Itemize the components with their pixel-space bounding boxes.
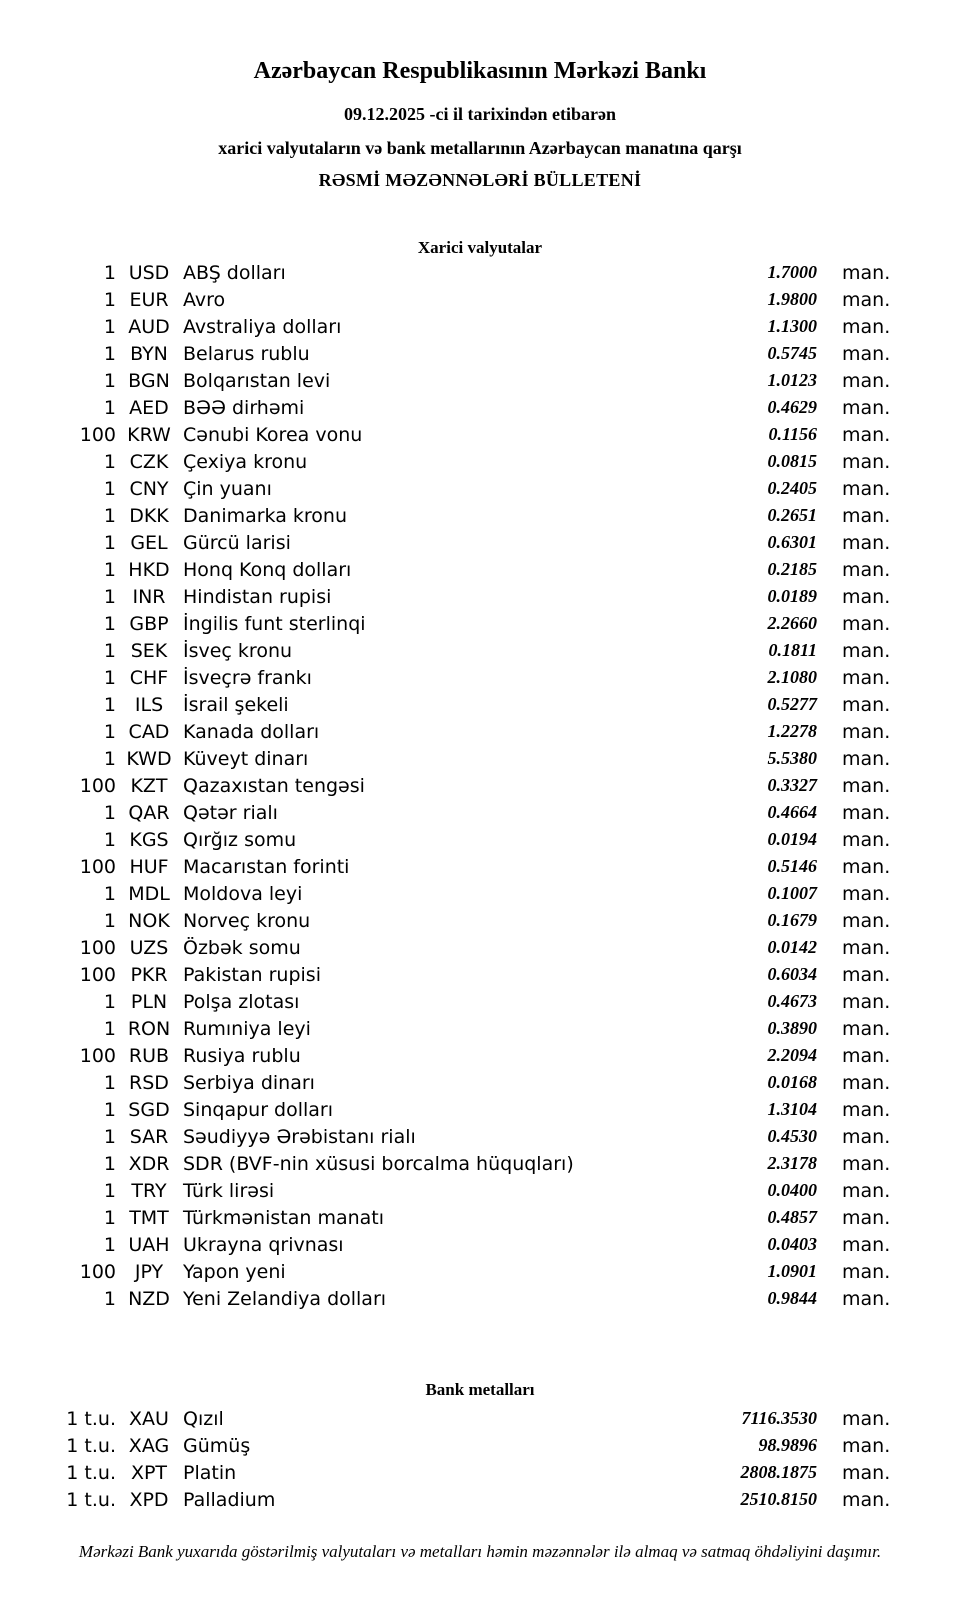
currency-code: PKR <box>130 963 168 986</box>
currency-name: Platin <box>183 1461 237 1484</box>
currency-code: NOK <box>128 909 170 932</box>
currency-unit: man. <box>842 747 891 770</box>
currency-code: PLN <box>130 990 168 1013</box>
currency-name: Yapon yeni <box>183 1260 286 1283</box>
rate-row <box>0 502 960 529</box>
rate-row <box>0 367 960 394</box>
rate-row <box>0 448 960 475</box>
nominal-quantity: 1 <box>103 1125 116 1148</box>
nominal-quantity: 1 t.u. <box>66 1407 116 1430</box>
currency-name: Türkmənistan manatı <box>183 1206 385 1229</box>
currency-code: DKK <box>129 504 169 527</box>
rate-row <box>0 583 960 610</box>
currency-unit: man. <box>842 963 891 986</box>
currency-name: Çexiya kronu <box>183 450 308 473</box>
nominal-quantity: 1 <box>103 369 116 392</box>
nominal-quantity: 1 <box>103 639 116 662</box>
rate-row <box>0 961 960 988</box>
rate-row <box>0 1096 960 1123</box>
currency-name: Gürcü larisi <box>183 531 291 554</box>
rate-row <box>0 1285 960 1312</box>
currency-unit: man. <box>842 666 891 689</box>
nominal-quantity: 1 t.u. <box>66 1488 116 1511</box>
currency-unit: man. <box>842 1071 891 1094</box>
currency-unit: man. <box>842 477 891 500</box>
currency-unit: man. <box>842 693 891 716</box>
nominal-quantity: 1 <box>103 558 116 581</box>
rate-row <box>0 772 960 799</box>
currency-code: TRY <box>131 1179 167 1202</box>
currency-name: SDR (BVF-nin xüsusi borcalma hüquqları) <box>183 1152 574 1175</box>
currency-code: CNY <box>129 477 169 500</box>
exchange-rate: 0.4530 <box>767 1126 817 1146</box>
currency-name: Sinqapur dolları <box>183 1098 334 1121</box>
effective-date-line: 09.12.2025 -ci il tarixindən etibarən <box>344 104 616 124</box>
rate-row <box>0 745 960 772</box>
currency-code: XAU <box>129 1407 169 1430</box>
currency-unit: man. <box>842 288 891 311</box>
rate-row <box>0 1015 960 1042</box>
rate-row <box>0 475 960 502</box>
currency-unit: man. <box>842 882 891 905</box>
exchange-rate: 0.2405 <box>767 478 817 498</box>
exchange-rate: 1.7000 <box>767 262 817 282</box>
currency-name: Moldova leyi <box>183 882 303 905</box>
currency-name: BƏƏ dirhəmi <box>183 396 305 419</box>
subject-line: xarici valyutaların və bank metallarının Azərbaycan manatına qarşı <box>218 138 742 158</box>
currency-name: Honq Konq dolları <box>183 558 352 581</box>
currency-unit: man. <box>842 531 891 554</box>
currency-name: İsveç kronu <box>183 639 293 662</box>
currency-name: Macarıstan forinti <box>183 855 350 878</box>
currency-unit: man. <box>842 1098 891 1121</box>
nominal-quantity: 1 <box>103 1017 116 1040</box>
rate-row <box>0 691 960 718</box>
currency-code: NZD <box>128 1287 170 1310</box>
currency-code: ILS <box>134 693 164 716</box>
exchange-rate: 0.1007 <box>767 883 817 903</box>
rate-row <box>0 394 960 421</box>
rate-row <box>0 718 960 745</box>
bulletin-header <box>0 0 960 192</box>
rate-row <box>0 340 960 367</box>
rate-row <box>0 1123 960 1150</box>
nominal-quantity: 100 <box>79 1044 116 1067</box>
disclaimer-text: Mərkəzi Bank yuxarıda göstərilmiş valyutaları və metalları həmin məzənnələr ilə almaq və satmaq öhdəliyini daşımır. <box>78 1542 882 1561</box>
currency-code: RON <box>127 1017 171 1040</box>
exchange-rate: 0.6301 <box>767 532 817 552</box>
rate-row <box>0 934 960 961</box>
currency-unit: man. <box>842 1206 891 1229</box>
exchange-rate: 0.9844 <box>767 1288 817 1308</box>
nominal-quantity: 1 <box>103 693 116 716</box>
currency-code: XPT <box>130 1461 168 1484</box>
nominal-quantity: 1 t.u. <box>66 1434 116 1457</box>
currency-unit: man. <box>842 1017 891 1040</box>
rate-row <box>0 286 960 313</box>
exchange-rate: 1.2278 <box>767 721 817 741</box>
nominal-quantity: 100 <box>79 963 116 986</box>
nominal-quantity: 100 <box>79 423 116 446</box>
currency-unit: man. <box>842 369 891 392</box>
currency-unit: man. <box>842 1461 891 1484</box>
currency-unit: man. <box>842 720 891 743</box>
currency-code: USD <box>128 261 170 284</box>
foreign-currencies-section <box>0 237 960 1312</box>
rate-row <box>0 826 960 853</box>
nominal-quantity: 1 <box>103 720 116 743</box>
currency-code: HUF <box>129 855 169 878</box>
nominal-quantity: 1 <box>103 396 116 419</box>
nominal-quantity: 1 <box>103 1233 116 1256</box>
currency-unit: man. <box>842 585 891 608</box>
currency-code: BYN <box>130 342 168 365</box>
exchange-rate: 2.1080 <box>767 667 817 687</box>
nominal-quantity: 1 <box>103 531 116 554</box>
currency-unit: man. <box>842 1287 891 1310</box>
rate-row <box>0 1486 960 1513</box>
exchange-rate: 0.4664 <box>767 802 817 822</box>
exchange-rate: 0.5745 <box>767 343 817 363</box>
currency-unit: man. <box>842 828 891 851</box>
currency-name: Qırğız somu <box>183 828 297 851</box>
currency-code: GBP <box>129 612 169 635</box>
currency-unit: man. <box>842 639 891 662</box>
currency-unit: man. <box>842 450 891 473</box>
nominal-quantity: 100 <box>79 855 116 878</box>
bank-metals-section <box>0 1379 960 1513</box>
currency-code: KGS <box>129 828 169 851</box>
currency-name: Qızıl <box>183 1407 224 1430</box>
currency-name: Hindistan rupisi <box>183 585 332 608</box>
currency-unit: man. <box>842 342 891 365</box>
nominal-quantity: 1 <box>103 288 116 311</box>
nominal-quantity: 1 <box>103 315 116 338</box>
currency-name: İsveçrə frankı <box>183 666 312 689</box>
currency-code: SEK <box>130 639 168 662</box>
bank-name-title: Azərbaycan Respublikasının Mərkəzi Bankı <box>253 58 707 84</box>
bulletin-title: RƏSMİ MƏZƏNNƏLƏRİ BÜLLETENİ <box>318 170 642 190</box>
rate-row <box>0 529 960 556</box>
nominal-quantity: 1 <box>103 585 116 608</box>
currency-code: EUR <box>129 288 169 311</box>
rate-row <box>0 421 960 448</box>
nominal-quantity: 1 <box>103 450 116 473</box>
currency-code: CHF <box>129 666 169 689</box>
currency-unit: man. <box>842 315 891 338</box>
nominal-quantity: 100 <box>79 1260 116 1283</box>
exchange-rate: 1.1300 <box>767 316 817 336</box>
nominal-quantity: 1 <box>103 1287 116 1310</box>
nominal-quantity: 1 <box>103 504 116 527</box>
rate-row <box>0 664 960 691</box>
nominal-quantity: 1 <box>103 666 116 689</box>
currency-name: Kanada dolları <box>183 720 320 743</box>
currency-unit: man. <box>842 1434 891 1457</box>
currency-code: MDL <box>128 882 170 905</box>
rate-row <box>0 1258 960 1285</box>
exchange-rate: 7116.3530 <box>741 1408 817 1428</box>
currency-code: GEL <box>130 531 168 554</box>
currency-name: ABŞ dolları <box>183 261 286 284</box>
exchange-rate: 0.2651 <box>767 505 817 525</box>
currency-name: Pakistan rupisi <box>183 963 321 986</box>
currency-unit: man. <box>842 801 891 824</box>
currency-unit: man. <box>842 909 891 932</box>
currency-name: Cənubi Korea vonu <box>183 423 363 446</box>
exchange-rate: 2.2094 <box>767 1045 817 1065</box>
currency-rates-table <box>0 259 960 1312</box>
rate-row <box>0 1069 960 1096</box>
currency-name: Belarus rublu <box>183 342 310 365</box>
currency-unit: man. <box>842 612 891 635</box>
exchange-rate: 1.0123 <box>767 370 817 390</box>
nominal-quantity: 1 <box>103 261 116 284</box>
exchange-rate: 1.0901 <box>767 1261 817 1281</box>
currency-code: JPY <box>134 1260 164 1283</box>
currency-code: AED <box>129 396 169 419</box>
exchange-rate: 0.1811 <box>768 640 817 660</box>
currency-name: Polşa zlotası <box>183 990 300 1013</box>
currency-code: SGD <box>128 1098 170 1121</box>
nominal-quantity: 1 <box>103 477 116 500</box>
rate-row <box>0 853 960 880</box>
rate-row <box>0 1459 960 1486</box>
currency-unit: man. <box>842 558 891 581</box>
currency-unit: man. <box>842 396 891 419</box>
currency-name: Rusiya rublu <box>183 1044 301 1067</box>
nominal-quantity: 1 <box>103 882 116 905</box>
currency-name: Çin yuanı <box>183 477 272 500</box>
currency-code: HKD <box>128 558 170 581</box>
currency-unit: man. <box>842 423 891 446</box>
currency-name: Qazaxıstan tengəsi <box>183 774 365 797</box>
exchange-rate: 2808.1875 <box>740 1462 817 1482</box>
nominal-quantity: 1 <box>103 909 116 932</box>
exchange-rate: 0.5277 <box>767 694 817 714</box>
currency-code: XPD <box>129 1488 169 1511</box>
rate-row <box>0 259 960 286</box>
exchange-rate: 0.0403 <box>767 1234 817 1254</box>
exchange-rate: 0.0168 <box>767 1072 817 1092</box>
currency-name: İsrail şekeli <box>183 693 289 716</box>
currency-name: Yeni Zelandiya dolları <box>183 1287 387 1310</box>
nominal-quantity: 1 <box>103 1071 116 1094</box>
exchange-rate: 1.3104 <box>767 1099 817 1119</box>
exchange-rate: 0.4857 <box>767 1207 817 1227</box>
currency-name: Avstraliya dolları <box>183 315 342 338</box>
currency-name: Səudiyyə Ərəbistanı rialı <box>183 1125 416 1148</box>
currency-code: BGN <box>128 369 170 392</box>
exchange-rate: 2.3178 <box>767 1153 817 1173</box>
rate-row <box>0 313 960 340</box>
currency-unit: man. <box>842 1044 891 1067</box>
currency-unit: man. <box>842 1260 891 1283</box>
rate-row <box>0 1150 960 1177</box>
currency-code: XAG <box>128 1434 170 1457</box>
currency-name: Avro <box>183 288 226 311</box>
currency-code: XDR <box>128 1152 170 1175</box>
currency-name: Norveç kronu <box>183 909 311 932</box>
currency-name: Bolqarıstan levi <box>183 369 331 392</box>
currency-code: TMT <box>129 1206 169 1229</box>
nominal-quantity: 1 <box>103 747 116 770</box>
currency-unit: man. <box>842 1488 891 1511</box>
currency-name: Küveyt dinarı <box>183 747 309 770</box>
currency-unit: man. <box>842 774 891 797</box>
exchange-rate: 0.5146 <box>767 856 817 876</box>
currencies-section-title: Xarici valyutalar <box>417 238 543 257</box>
rate-row <box>0 1405 960 1432</box>
currency-code: KRW <box>127 423 171 446</box>
currency-name: Rumıniya leyi <box>183 1017 311 1040</box>
rate-row <box>0 1042 960 1069</box>
exchange-rate: 0.6034 <box>767 964 817 984</box>
rate-row <box>0 610 960 637</box>
currency-unit: man. <box>842 1125 891 1148</box>
exchange-rate: 1.9800 <box>767 289 817 309</box>
exchange-rate: 2510.8150 <box>740 1489 817 1509</box>
currency-unit: man. <box>842 936 891 959</box>
currency-name: Türk lirəsi <box>183 1179 275 1202</box>
currency-code: CAD <box>128 720 170 743</box>
exchange-rate: 2.2660 <box>767 613 817 633</box>
currency-unit: man. <box>842 1233 891 1256</box>
nominal-quantity: 1 <box>103 1098 116 1121</box>
currency-name: Gümüş <box>183 1434 251 1457</box>
rate-row <box>0 1177 960 1204</box>
nominal-quantity: 1 <box>103 1179 116 1202</box>
currency-name: Palladium <box>183 1488 276 1511</box>
exchange-rate: 0.0189 <box>767 586 817 606</box>
currency-unit: man. <box>842 1407 891 1430</box>
currency-code: UZS <box>129 936 169 959</box>
exchange-rate: 5.5380 <box>767 748 817 768</box>
currency-unit: man. <box>842 855 891 878</box>
exchange-rate: 0.4673 <box>767 991 817 1011</box>
currency-unit: man. <box>842 1179 891 1202</box>
rate-row <box>0 1432 960 1459</box>
currency-name: İngilis funt sterlinqi <box>183 612 366 635</box>
exchange-rate: 0.0194 <box>767 829 817 849</box>
nominal-quantity: 1 <box>103 801 116 824</box>
rate-row <box>0 907 960 934</box>
nominal-quantity: 1 <box>103 990 116 1013</box>
rate-row <box>0 988 960 1015</box>
currency-name: Qətər rialı <box>183 801 278 824</box>
exchange-rate: 0.4629 <box>767 397 817 417</box>
currency-code: SAR <box>129 1125 169 1148</box>
currency-unit: man. <box>842 1152 891 1175</box>
nominal-quantity: 1 <box>103 342 116 365</box>
exchange-rate: 0.0142 <box>767 937 817 957</box>
metals-section-title: Bank metalları <box>425 1380 535 1399</box>
exchange-rate: 0.3327 <box>767 775 817 795</box>
currency-code: UAH <box>128 1233 170 1256</box>
currency-code: KWD <box>126 747 172 770</box>
nominal-quantity: 1 <box>103 612 116 635</box>
currency-code: QAR <box>128 801 170 824</box>
nominal-quantity: 1 t.u. <box>66 1461 116 1484</box>
metal-rates-table <box>0 1405 960 1513</box>
nominal-quantity: 100 <box>79 936 116 959</box>
currency-code: AUD <box>128 315 170 338</box>
rate-row <box>0 880 960 907</box>
currency-name: Özbək somu <box>183 936 301 959</box>
exchange-rate: 0.0815 <box>767 451 817 471</box>
nominal-quantity: 1 <box>103 1152 116 1175</box>
exchange-rate: 0.1679 <box>767 910 817 930</box>
currency-unit: man. <box>842 990 891 1013</box>
nominal-quantity: 1 <box>103 828 116 851</box>
rate-row <box>0 1231 960 1258</box>
currency-code: RSD <box>129 1071 169 1094</box>
nominal-quantity: 1 <box>103 1206 116 1229</box>
exchange-rate: 0.1156 <box>768 424 817 444</box>
currency-unit: man. <box>842 261 891 284</box>
currency-code: KZT <box>130 774 168 797</box>
currency-name: Danimarka kronu <box>183 504 348 527</box>
currency-name: Ukrayna qrivnası <box>183 1233 344 1256</box>
exchange-rate: 0.0400 <box>767 1180 817 1200</box>
rate-row <box>0 799 960 826</box>
exchange-rate: 98.9896 <box>758 1435 817 1455</box>
exchange-rate: 0.3890 <box>767 1018 817 1038</box>
rate-row <box>0 1204 960 1231</box>
currency-code: RUB <box>128 1044 170 1067</box>
currency-name: Serbiya dinarı <box>183 1071 315 1094</box>
nominal-quantity: 100 <box>79 774 116 797</box>
exchange-rate: 0.2185 <box>767 559 817 579</box>
rate-row <box>0 556 960 583</box>
rate-row <box>0 637 960 664</box>
currency-unit: man. <box>842 504 891 527</box>
currency-code: INR <box>132 585 166 608</box>
currency-code: CZK <box>129 450 169 473</box>
